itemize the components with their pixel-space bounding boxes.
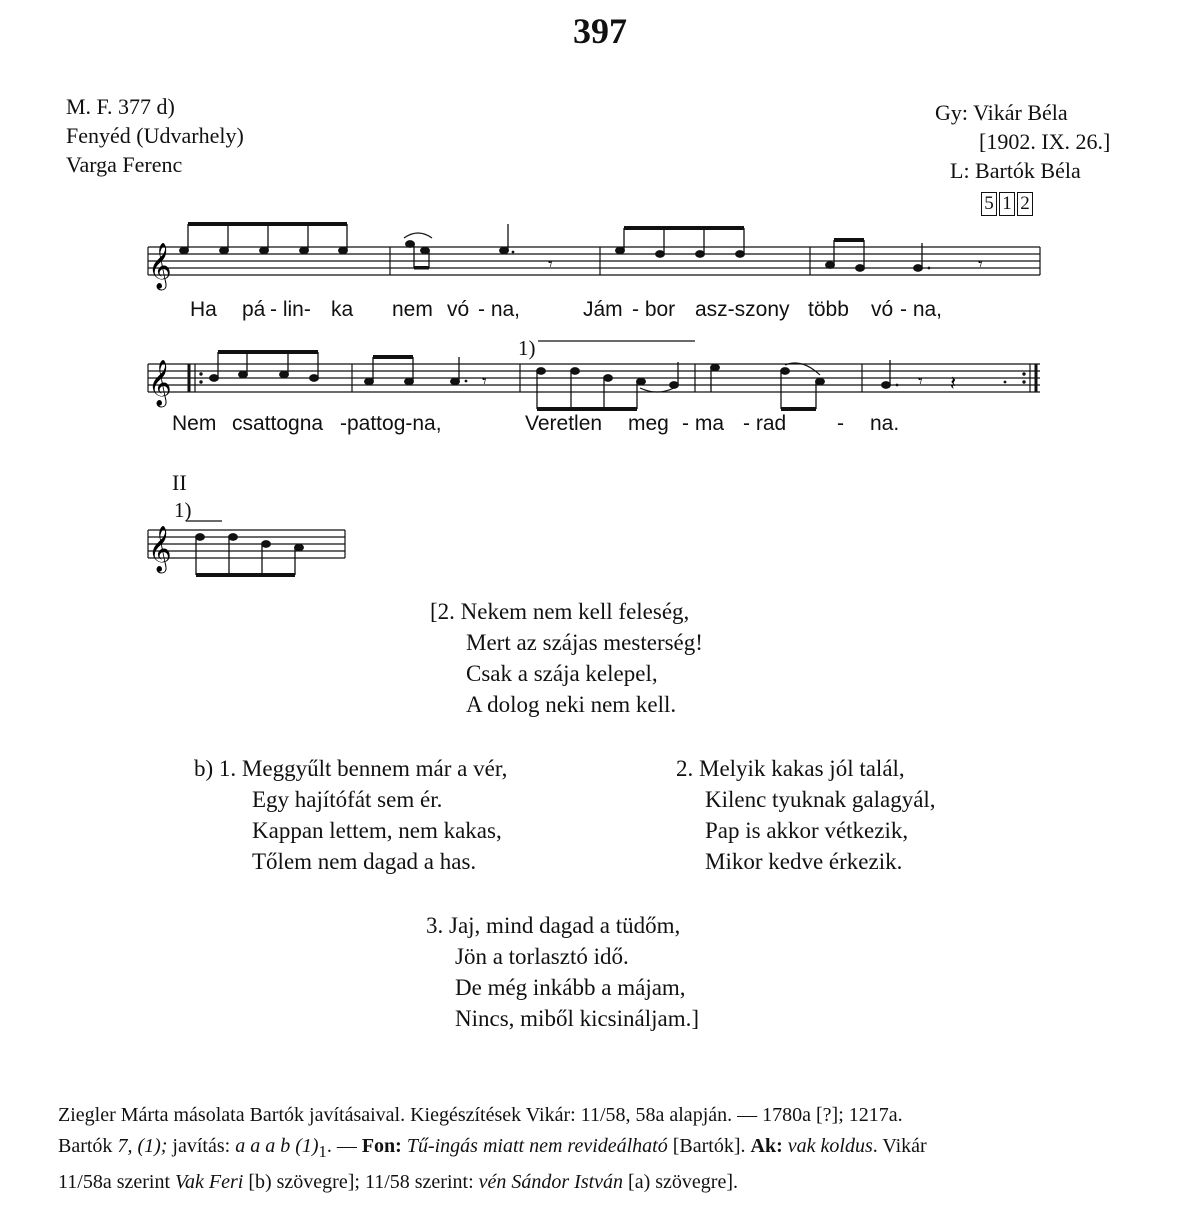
text-run: [Bartók]. — [667, 1135, 751, 1157]
verse-line: Csak a szája kelepel, — [466, 661, 658, 686]
lyric-syllable: meg — [628, 412, 669, 435]
lyric-syllable: - na, — [478, 298, 521, 321]
lyric-syllable: Nem — [172, 412, 217, 435]
quarter-rest-icon: 𝄽 — [950, 371, 957, 395]
lyric-syllable: - na, — [900, 298, 943, 321]
verse-line: Nincs, miből kicsináljam.] — [455, 1006, 700, 1031]
lyric-syllable: - ma — [682, 412, 724, 435]
verse-line: Jön a torlasztó idő. — [455, 944, 629, 969]
treble-clef-icon: 𝄞 — [148, 243, 172, 289]
text-run: Ak: — [750, 1135, 783, 1157]
verse-line: 3. Jaj, mind dagad a tüdőm, — [426, 913, 681, 938]
code-box: 5 — [981, 192, 997, 216]
verse-b1 — [194, 753, 507, 877]
verse-line: Kilenc tyuknak galagyál, — [705, 787, 936, 812]
location: Fenyéd (Udvarhely) — [66, 123, 244, 148]
footnote — [58, 1100, 1148, 1198]
collection-date: [1902. IX. 26.] — [979, 129, 1111, 154]
footnote-line — [58, 1131, 1148, 1167]
verse-b2 — [676, 753, 936, 877]
lyric-syllable: - lin- — [270, 298, 311, 321]
code-box: 2 — [1017, 192, 1033, 216]
verse-line: Pap is akkor vétkezik, — [705, 818, 909, 843]
verse-line: A dolog neki nem kell. — [466, 692, 677, 717]
verse-line: b) 1. Meggyűlt bennem már a vér, — [194, 756, 508, 781]
verse-line: Mert az szájas mesterség! — [466, 630, 703, 655]
collector: Gy: Vikár Béla — [935, 100, 1068, 125]
performer: Varga Ferenc — [66, 152, 183, 177]
verse-line: 2. Melyik kakas jól talál, — [676, 756, 905, 781]
lyric-syllable: - bor — [632, 298, 676, 321]
text-run: 1 — [318, 1142, 327, 1161]
verse-line: Kappan lettem, nem kakas, — [252, 818, 502, 843]
treble-clef-icon: 𝄞 — [148, 526, 172, 572]
text-run: . — — [326, 1135, 362, 1157]
section-label: II — [172, 470, 187, 495]
lyric-syllable: vó — [447, 298, 470, 321]
verse-line: Egy hajítófát sem ér. — [252, 787, 443, 812]
eighth-rest-icon: 𝄾 — [978, 254, 983, 275]
page-number: 397 — [573, 11, 627, 51]
lyric-syllable: - rad — [743, 412, 787, 435]
text-run: Bartók — [58, 1135, 118, 1157]
lyric-syllable: Ha — [190, 298, 217, 321]
verse-b3 — [426, 910, 699, 1034]
footnote-line — [58, 1167, 1148, 1198]
text-run: Fon: — [361, 1135, 402, 1157]
verse-line: De még inkább a májam, — [455, 975, 686, 1000]
text-run: a a a b (1) — [235, 1135, 319, 1157]
code-box: 1 — [999, 192, 1015, 216]
music-staff-variant — [0, 0, 1200, 600]
text-run: . Vikár — [872, 1135, 927, 1157]
treble-clef-icon: 𝄞 — [148, 360, 172, 406]
text-run: Vak Feri — [175, 1171, 244, 1193]
footnote-line: Ziegler Márta másolata Bartók javításaival. Kiegészítések Vikár: 11/58, 58a alapján. — 1780a [?]; 1217a. — [58, 1104, 903, 1126]
transcriber: L: Bartók Béla — [950, 158, 1081, 183]
lyric-syllable: - — [837, 412, 844, 435]
text-run: Tű-ingás miatt nem revideálható — [406, 1135, 668, 1157]
eighth-rest-icon: 𝄾 — [548, 254, 553, 275]
lyric-syllable: Jám — [583, 298, 623, 321]
verse-line: [2. Nekem nem kell feleség, — [430, 599, 690, 624]
lyric-syllable: na. — [870, 412, 900, 435]
text-run: [b) szövegre]; 11/58 szerint: — [243, 1171, 479, 1193]
verse-2 — [430, 596, 703, 720]
lyric-syllable: több — [808, 298, 849, 321]
text-run: 7, (1); — [117, 1135, 168, 1157]
ending-marker: 1) — [518, 336, 536, 360]
verse-line: Mikor kedve érkezik. — [705, 849, 903, 874]
variant-marker: 1) — [174, 498, 192, 522]
lyric-syllable: vó — [871, 298, 894, 321]
lyric-syllable: nem — [392, 298, 433, 321]
text-run: [a) szövegre]. — [623, 1171, 738, 1193]
text-run: vak koldus — [787, 1135, 873, 1157]
lyric-syllable: -pattog-na, — [340, 412, 442, 435]
text-run: vén Sándor István — [478, 1171, 624, 1193]
lyric-syllable: asz-szony — [695, 298, 790, 321]
text-run: 11/58a szerint — [58, 1171, 176, 1193]
eighth-rest-icon: 𝄾 — [482, 371, 487, 392]
lyric-syllable: csattogna — [232, 412, 324, 435]
text-run: javítás: — [167, 1135, 236, 1157]
eighth-rest-icon: 𝄾 — [918, 371, 923, 392]
lyric-syllable: Veretlen — [525, 412, 603, 435]
lyric-syllable: pá — [242, 298, 266, 321]
verse-line: Tőlem nem dagad a has. — [252, 849, 477, 874]
catalog-number: M. F. 377 d) — [66, 94, 175, 119]
lyric-syllable: ka — [331, 298, 354, 321]
